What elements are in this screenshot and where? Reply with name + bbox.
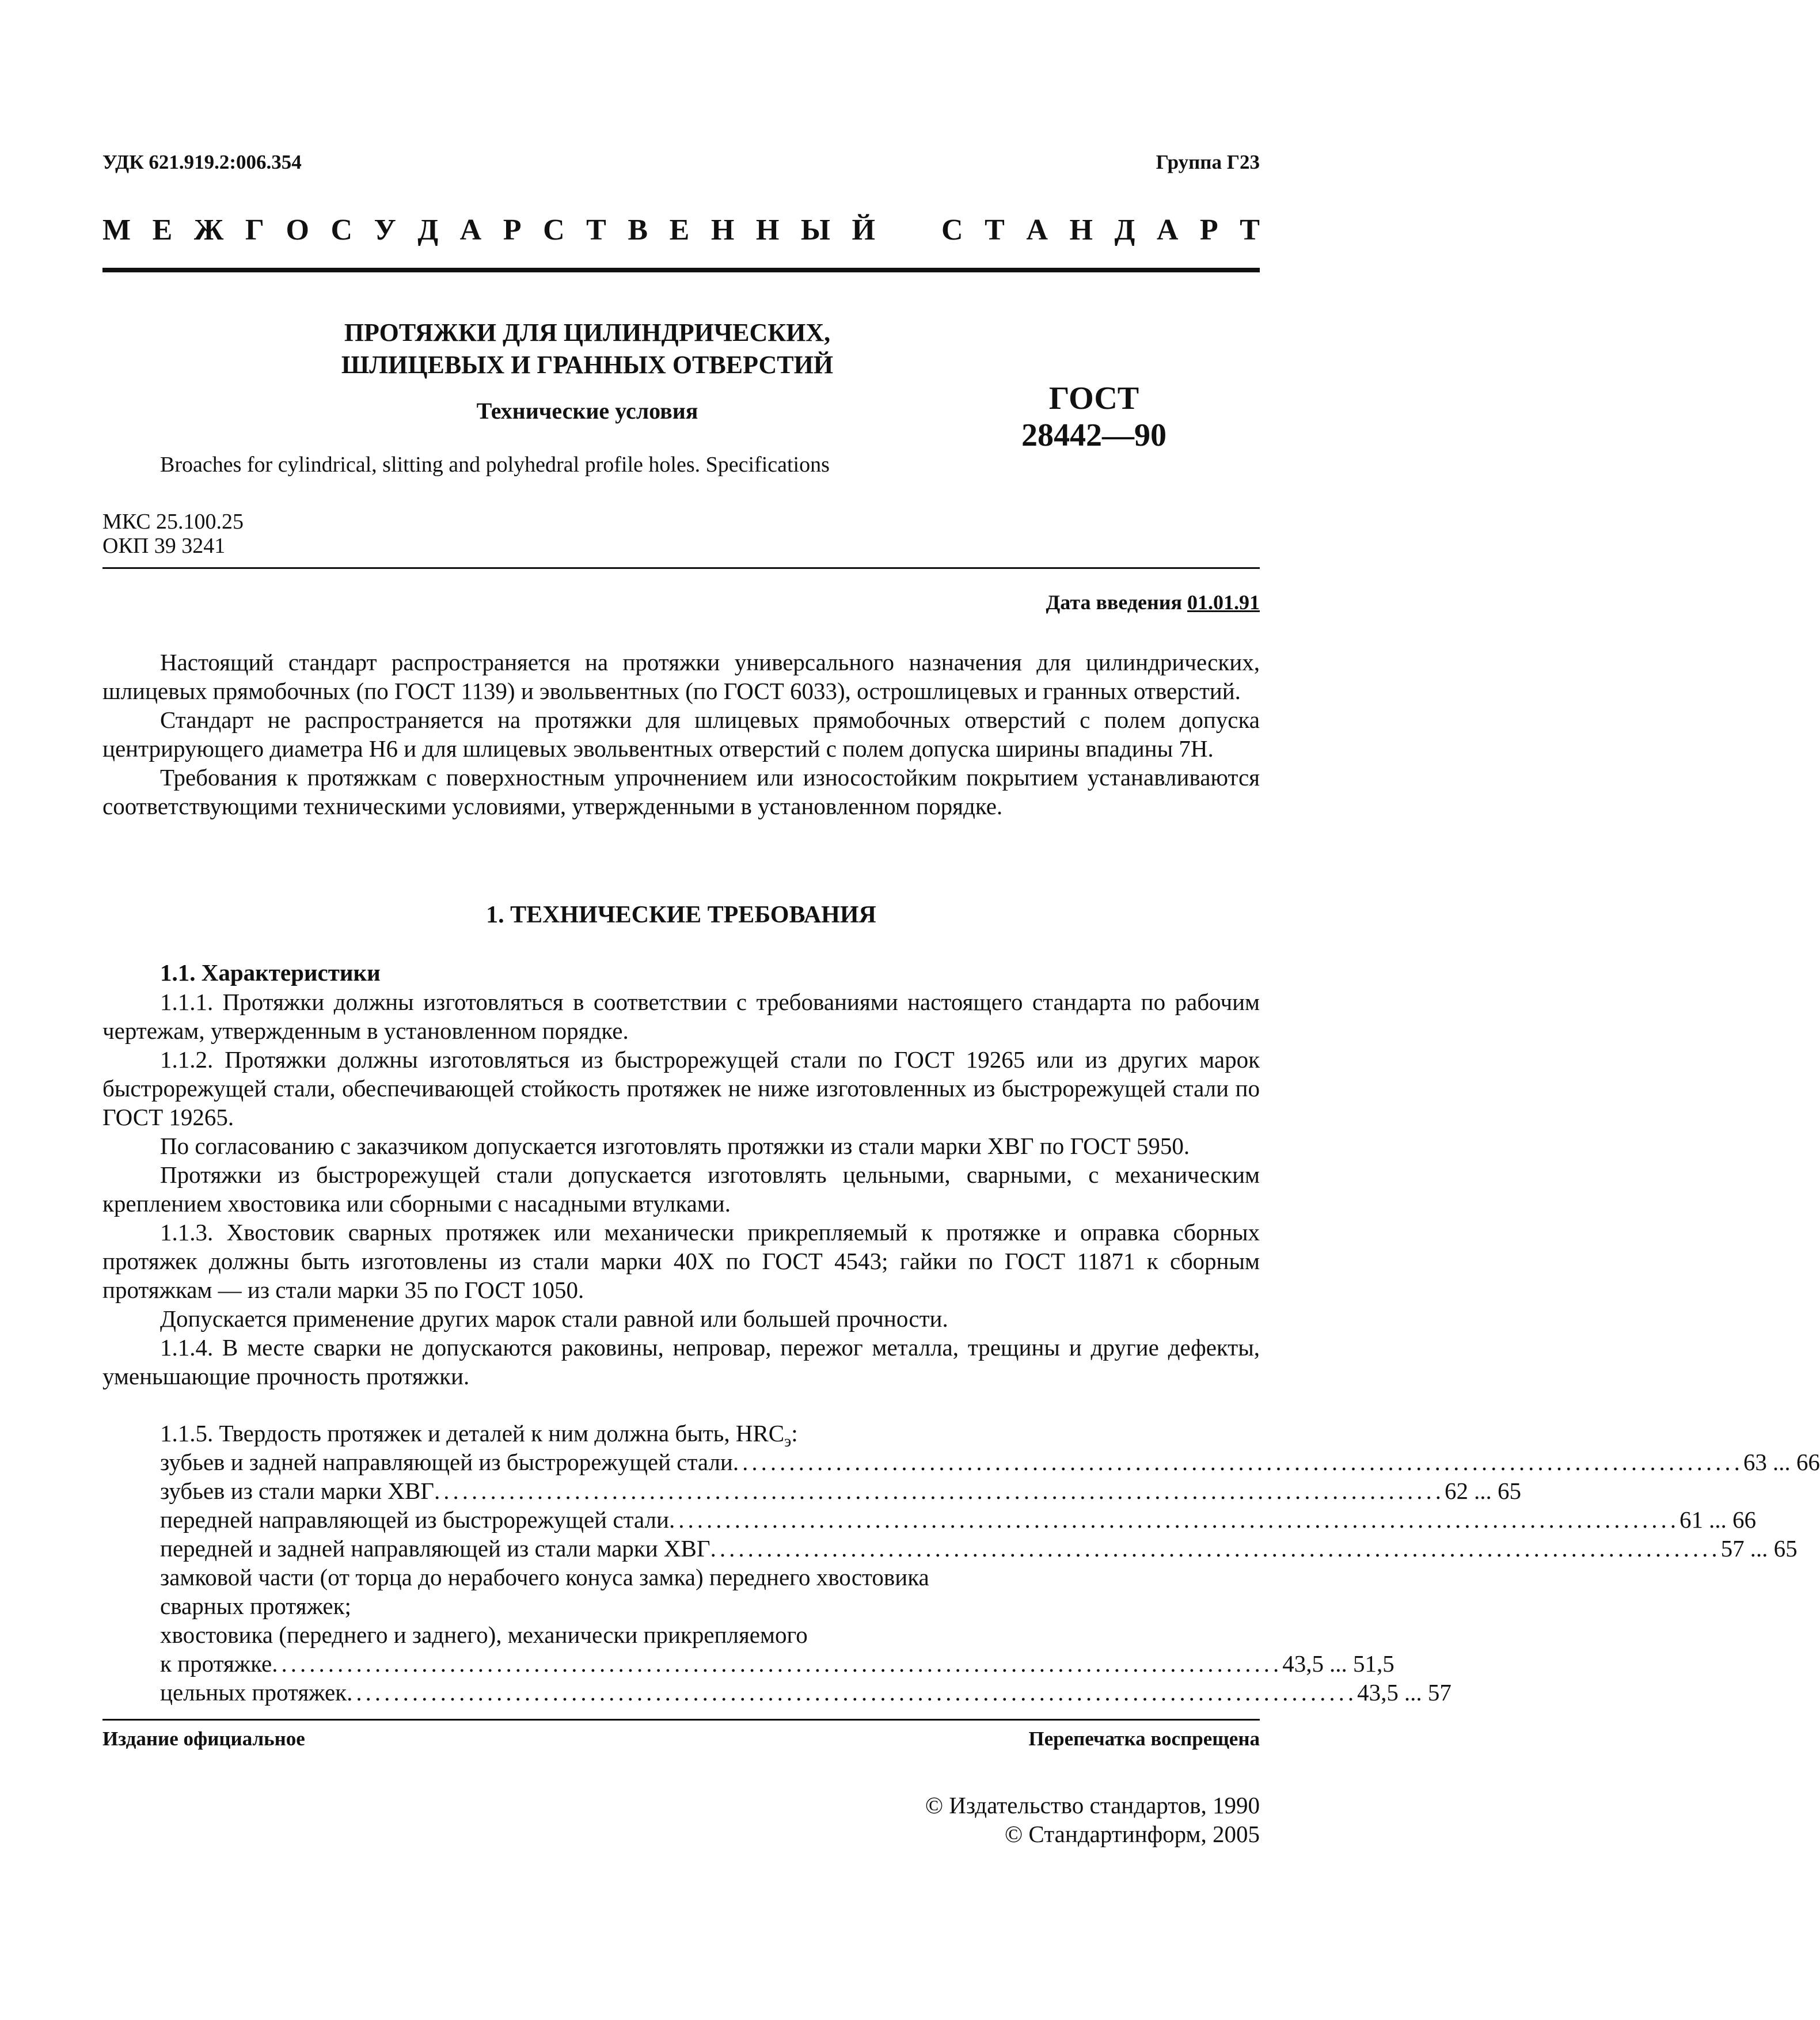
date-value: 01.01.91: [1187, 591, 1260, 614]
banner-letter: Г: [245, 214, 264, 246]
copyright-line: © Издательство стандартов, 1990: [925, 1792, 1260, 1818]
banner-letter: О: [286, 214, 309, 246]
leader-dots: ............................................................................................................: [347, 1679, 1358, 1706]
document-title: [213, 317, 962, 381]
hardness-row: [160, 1506, 1756, 1533]
standard-banner: [102, 213, 1260, 247]
paragraph: Стандарт не распространяется на протяжки для шлицевых прямобочных отверстий с полем допуска центрирующего диаметра Н6 и для шлицевых эвольвентных отверстий с полем допуска ширины впадины 7Н.: [102, 707, 1260, 762]
document-subtitle: Технические условия: [476, 398, 698, 424]
banner-letter: У: [374, 214, 396, 246]
classification-codes: [102, 510, 244, 558]
leader-dots: ............................................................................................................: [710, 1535, 1721, 1562]
hardness-max: ... 66: [1772, 1449, 1820, 1475]
group-code: Группа Г23: [1156, 151, 1260, 173]
banner-letter: Н: [710, 214, 735, 246]
hardness-min: 43,5: [1282, 1650, 1324, 1677]
codes-rule: [102, 567, 1260, 569]
leader-dots: ............................................................................................................: [668, 1506, 1680, 1533]
banner-letter: Р: [503, 214, 522, 246]
banner-letter: Т: [985, 214, 1005, 246]
banner-letter: А: [1026, 214, 1048, 246]
footer-rule: [102, 1719, 1260, 1721]
banner-letter: Й: [852, 214, 875, 246]
banner-letter: Е: [669, 214, 690, 246]
gost-number: [973, 380, 1215, 454]
header-rule: [102, 268, 1260, 272]
hardness-min: 61: [1679, 1506, 1703, 1533]
hardness-min: 62: [1445, 1478, 1469, 1504]
banner-letter: Н: [755, 214, 780, 246]
hardness-row: [160, 1679, 1452, 1706]
hardness-intro: [160, 1419, 798, 1451]
hardness-max: ... 51,5: [1329, 1650, 1395, 1677]
hardness-max: ... 57: [1404, 1679, 1452, 1706]
reprint-note: Перепечатка воспрещена: [1028, 1727, 1260, 1750]
banner-letter: Ы: [800, 214, 830, 246]
banner-letter: М: [102, 214, 131, 246]
title-line: ПРОТЯЖКИ ДЛЯ ЦИЛИНДРИЧЕСКИХ,: [344, 318, 831, 347]
paragraph: Требования к протяжкам с поверхностным упрочнением или износостойким покрытием устанавливаются соответствующими техническими условиями, утвержденными в установленном порядке.: [102, 764, 1260, 819]
banner-letter: С: [543, 214, 565, 246]
banner-letter: Р: [1199, 214, 1218, 246]
hardness-max: ... 65: [1750, 1535, 1798, 1562]
hardness-row: [160, 1535, 1798, 1562]
hardness-label: к протяжке: [160, 1650, 272, 1677]
leader-dots: ............................................................................................................: [434, 1478, 1445, 1504]
paragraph: 1.1.2. Протяжки должны изготовляться из быстрорежущей стали по ГОСТ 19265 или из других марок быстрорежущей стали, обеспечивающей стойкость протяжек не ниже изготовленных из быстрорежущей стали по ГОСТ 19265.: [102, 1046, 1260, 1130]
mks-code: МКС 25.100.25: [102, 510, 244, 534]
effective-date: [1008, 590, 1260, 614]
edition-note: Издание официальное: [102, 1727, 305, 1750]
hardness-label: цельных протяжек: [160, 1679, 347, 1706]
leader-dots: ............................................................................................................: [272, 1650, 1283, 1677]
banner-letter: Д: [1114, 214, 1135, 246]
hardness-min: 57: [1720, 1535, 1745, 1562]
hardness-row: [160, 1448, 1820, 1476]
banner-letter: Т: [1240, 214, 1260, 246]
banner-letter: С: [330, 214, 353, 246]
hardness-row: [160, 1650, 1395, 1677]
hardness-min: 43,5: [1357, 1679, 1399, 1706]
clauses-text: [102, 988, 1260, 1391]
hardness-intro-text: 1.1.5. Твердость протяжек и деталей к ним должна быть, HRC: [160, 1420, 785, 1446]
paragraph: Допускается применение других марок стали равной или большей прочности.: [160, 1305, 948, 1332]
paragraph: 1.1.3. Хвостовик сварных протяжек или механически прикрепляемый к протяжке и оправка сборных протяжек должны быть изготовлены из стали марки 40Х по ГОСТ 4543; гайки по ГОСТ 11871 к сборным протяжкам — из стали марки 35 по ГОСТ 1050.: [102, 1219, 1260, 1303]
hardness-note: хвостовика (переднего и заднего), механически прикрепляемого: [160, 1622, 808, 1648]
banner-letter: А: [1156, 214, 1179, 246]
subsection-heading: 1.1. Характеристики: [160, 959, 381, 986]
hardness-intro-end: :: [791, 1420, 798, 1446]
banner-letter: Н: [1069, 214, 1093, 246]
copyright: [806, 1791, 1260, 1848]
gost-label: ГОСТ: [1048, 381, 1139, 416]
hardness-max: ... 65: [1474, 1478, 1522, 1504]
hardness-label: зубьев из стали марки ХВГ: [160, 1478, 435, 1504]
date-label: Дата введения: [1046, 591, 1182, 614]
banner-gap: [896, 213, 920, 247]
section-heading: 1. ТЕХНИЧЕСКИЕ ТРЕБОВАНИЯ: [486, 902, 876, 928]
intro-text: [102, 648, 1260, 821]
paragraph: По согласованию с заказчиком допускается изготовлять протяжки из стали марки ХВГ по ГОСТ 5950.: [160, 1133, 1190, 1159]
banner-letter: Ж: [193, 214, 224, 246]
hardness-label: передней и задней направляющей из стали марки ХВГ: [160, 1535, 710, 1562]
paragraph: 1.1.4. В месте сварки не допускаются раковины, непровар, пережог металла, трещины и другие дефекты, уменьшающие прочность протяжки.: [102, 1334, 1260, 1389]
paragraph: Протяжки из быстрорежущей стали допускается изготовлять цельными, сварными, с механическим креплением хвостовика или сборными с насадными втулками.: [102, 1161, 1260, 1217]
hardness-intro-sub: э: [784, 1433, 792, 1451]
copyright-line: © Стандартинформ, 2005: [1005, 1821, 1260, 1847]
banner-letter: В: [628, 214, 648, 246]
paragraph: Настоящий стандарт распространяется на протяжки универсального назначения для цилиндрических, шлицевых прямобочных (по ГОСТ 1139) и эвольвентных (по ГОСТ 6033), острошлицевых и гранных отверстий.: [102, 649, 1260, 704]
title-line: ШЛИЦЕВЫХ И ГРАННЫХ ОТВЕРСТИЙ: [341, 351, 834, 379]
banner-letter: С: [941, 214, 963, 246]
hardness-note: замковой части (от торца до нерабочего конуса замка) переднего хвостовика: [160, 1564, 929, 1590]
banner-letter: Е: [152, 214, 173, 246]
hardness-row: [160, 1477, 1522, 1505]
hardness-label: зубьев и задней направляющей из быстрорежущей стали: [160, 1449, 733, 1475]
banner-letter: А: [459, 214, 482, 246]
hardness-min: 63: [1743, 1449, 1767, 1475]
english-title: Broaches for cylindrical, slitting and polyhedral profile holes. Specifications: [160, 453, 830, 477]
hardness-note: сварных протяжек;: [160, 1593, 351, 1619]
paragraph: 1.1.1. Протяжки должны изготовляться в соответствии с требованиями настоящего стандарта по рабочим чертежам, утвержденным в установленном порядке.: [102, 989, 1260, 1044]
okp-code: ОКП 39 3241: [102, 534, 226, 558]
gost-code: 28442—90: [1021, 417, 1167, 453]
hardness-max: ... 66: [1708, 1506, 1756, 1533]
banner-letter: Т: [586, 214, 606, 246]
udk-code: УДК 621.919.2:006.354: [102, 151, 302, 173]
leader-dots: ............................................................................................................: [732, 1449, 1743, 1475]
banner-letter: Д: [417, 214, 439, 246]
hardness-label: передней направляющей из быстрорежущей стали: [160, 1506, 669, 1533]
